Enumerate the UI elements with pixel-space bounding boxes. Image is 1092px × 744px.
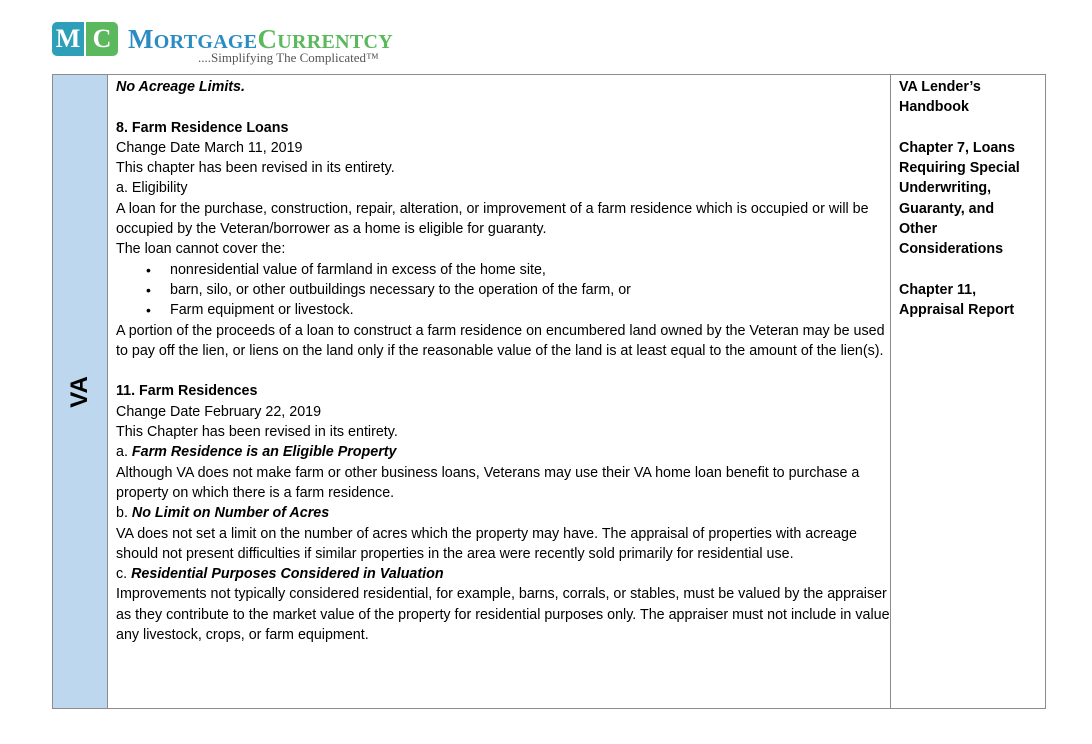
brand-word-urrentcy: URRENTCY [277, 31, 393, 53]
section-8-heading: 8. Farm Residence Loans [116, 119, 289, 136]
brand-letter-c: C [257, 24, 278, 54]
reference-line: Handbook [899, 99, 969, 116]
section-11-a-title: Farm Residence is an Eligible Property [131, 444, 397, 461]
logo-mark-c: C [86, 22, 118, 56]
guideline-table [52, 74, 1046, 709]
reference-line: Other [899, 221, 938, 238]
section-8-cannot-cover: The loan cannot cover the: [116, 241, 286, 258]
reference-line: Appraisal Report [899, 302, 1015, 319]
reference-cell [891, 75, 1045, 708]
section-11-c-heading [116, 564, 890, 584]
reference-line: Chapter 11, [899, 281, 977, 298]
section-11-b-prefix: b. [116, 505, 132, 522]
section-8-revised: This chapter has been revised in its entirety. [116, 160, 395, 177]
section-11-b-title: No Limit on Number of Acres [131, 505, 330, 522]
section-8-proceeds-text: A portion of the proceeds of a loan to construct a farm residence on encumbered land owned by the Veteran may be used to pay off the lien, or liens on the land only if the reasonable value of the land is at least equal to the amount of the lien(s). [116, 322, 885, 359]
guideline-content-cell [108, 75, 891, 708]
reference-line: Underwriting, [899, 180, 992, 197]
section-8-eligibility-text: A loan for the purchase, construction, repair, alteration, or improvement of a farm residence which is occupied or will be occupied by the Veteran/borrower as a home is eligible for guaranty. [116, 200, 869, 238]
reference-line: VA Lender’s [899, 79, 981, 95]
section-11-b-text: VA does not set a limit on the number of acres which the property may have. The appraisal of properties with acreage should not present difficulties if similar properties in the area were recently sold primarily for residential use. [116, 525, 857, 562]
section-11-heading: 11. Farm Residences [116, 383, 258, 400]
list-item: • Farm equipment or livestock. [170, 300, 890, 320]
section-11-change-date: Change Date February 22, 2019 [116, 403, 322, 420]
program-label-cell [53, 75, 108, 708]
list-item: • nonresidential value of farmland in excess of the home site, [170, 260, 890, 280]
section-11-c-prefix: c. [116, 566, 132, 583]
logo-tagline: ....Simplifying The Complicated™ [198, 50, 379, 65]
section-11-revised: This Chapter has been revised in its entirety. [116, 424, 398, 441]
list-item: • barn, silo, or other outbuildings necessary to the operation of the farm, or [170, 280, 890, 300]
section-11-a-prefix: a. [116, 444, 132, 461]
section-11-a-text: Although VA does not make farm or other business loans, Veterans may use their VA home loan benefit to purchase a property on which there is a farm residence. [116, 464, 860, 501]
brand-letter-m: M [128, 24, 154, 54]
reference-line: Considerations [899, 241, 1004, 258]
section-8-eligibility-label: a. Eligibility [116, 180, 188, 197]
logo-mark-m: M [52, 22, 84, 56]
section-8-change-date: Change Date March 11, 2019 [116, 139, 303, 156]
reference-line: Requiring Special [899, 160, 1020, 177]
section-11-b-heading [116, 503, 890, 523]
section-8-bullet-list [116, 260, 890, 321]
section-11-a-heading [116, 442, 890, 462]
reference-line: Guaranty, and [899, 200, 995, 217]
section-11-c-text: Improvements not typically considered residential, for example, barns, corrals, or stables, must be valued by the appraiser as they contribute to the market value of the property for residential purposes only. The appraiser must not include in value any livestock, crops, or farm equipment. [116, 586, 890, 644]
intro-text: No Acreage Limits. [116, 79, 245, 95]
mortgage-currentcy-logo [50, 18, 450, 64]
reference-line: Chapter 7, Loans [899, 139, 1015, 156]
brand-word-ortgage: ORTGAGE [153, 31, 258, 53]
section-11-c-title: Residential Purposes Considered in Valuation [131, 566, 444, 583]
program-label: VA [66, 375, 93, 408]
